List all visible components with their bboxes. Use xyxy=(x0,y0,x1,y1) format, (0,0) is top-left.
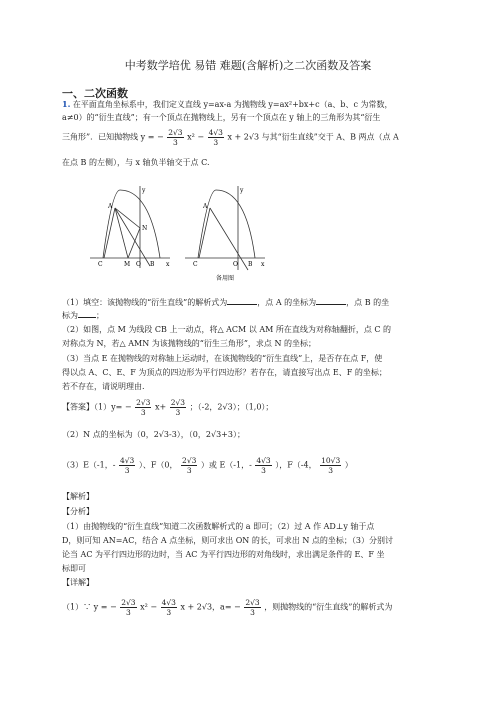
denominator: 3 xyxy=(175,408,181,417)
sub1-c: ，点 B 的坐 xyxy=(346,298,390,307)
fraction xyxy=(167,128,183,147)
label-c: C xyxy=(193,261,198,268)
numerator: 2√3 xyxy=(182,456,197,465)
question-number: 1. xyxy=(62,99,71,109)
numerator: 4√3 xyxy=(256,456,271,465)
label-y: y xyxy=(240,187,244,194)
segment-an xyxy=(115,208,140,228)
answer-line1 xyxy=(62,398,273,417)
derived-line xyxy=(210,208,248,270)
q1-line3 xyxy=(62,128,399,147)
numerator: 4√3 xyxy=(119,456,135,465)
fenxi-line2: D，则可知 AN=AC，结合 A 点坐标，则可求出 ON 的长，可求出 N 点的坐标；（3）分别讨 xyxy=(62,536,394,545)
sub2-line1: （2）如图，点 M 为线段 CB 上一动点，将△ ACM 以 AM 所在直线为对称轴翻折，点 C 的 xyxy=(62,325,392,334)
answer-a3-e: ） xyxy=(344,460,353,470)
fenxi-label: 【分析】 xyxy=(62,507,94,516)
numerator: 2√3 xyxy=(168,128,183,137)
segment-ac xyxy=(199,208,210,258)
sub1-line1 xyxy=(62,296,389,308)
label-x: x xyxy=(261,261,265,268)
detail-line1 xyxy=(62,598,392,617)
sub3-line2: 得以点 A、C、E、F 为顶点的四边形为平行四边形？若存在，请直接写出点 E、F 的坐标； xyxy=(62,368,387,377)
detail-1-d: ，则抛物线的“衍生直线”的解析式为 xyxy=(264,602,393,612)
fraction xyxy=(255,456,271,475)
analysis-label: 【解析】 xyxy=(62,492,94,501)
figure-caption: 备用图 xyxy=(216,275,235,282)
numerator: 4√3 xyxy=(161,598,176,607)
fraction xyxy=(135,398,151,417)
detail-label: 【详解】 xyxy=(62,578,94,587)
fraction xyxy=(244,598,260,617)
fraction xyxy=(119,456,135,475)
label-c: C xyxy=(98,261,103,268)
sub1-e: ； xyxy=(96,311,104,320)
answer-a3-b: ）、F（0， xyxy=(138,460,178,470)
q1-line4: 在点 B 的左侧），与 x 轴负半轴交于点 C. xyxy=(62,158,210,167)
sub2-line2: 对称点为 N，若△ AMN 为该抛物线的“衍生三角形”，求点 N 的坐标； xyxy=(62,339,317,348)
sub3-line3: 若不存在，请说明理由. xyxy=(62,382,145,391)
q1-line3-c: x + 2√3 与其“衍生直线”交于 A、B 两点（点 A xyxy=(227,132,399,142)
label-o: O xyxy=(233,261,238,268)
fraction xyxy=(170,398,186,417)
denominator: 3 xyxy=(172,138,178,147)
section-heading: 一、二次函数 xyxy=(62,87,128,100)
q1-line3-b: x² − xyxy=(187,132,205,142)
answer-a3-c: ）或 E（-1，- xyxy=(200,460,252,470)
fraction xyxy=(181,456,197,475)
numerator: 2√3 xyxy=(121,598,136,607)
denominator: 3 xyxy=(166,608,172,617)
figure-main xyxy=(90,186,170,268)
fraction xyxy=(120,598,136,617)
denominator: 3 xyxy=(328,466,334,475)
detail-1-c: x + 2√3，a= − xyxy=(180,602,241,612)
answer-blank[interactable] xyxy=(227,296,257,305)
fraction xyxy=(161,598,177,617)
numerator: 2√3 xyxy=(136,398,151,407)
q1-line1 xyxy=(62,99,393,110)
numerator: 2√3 xyxy=(245,598,260,607)
label-m: M xyxy=(124,261,131,268)
fraction xyxy=(208,128,224,147)
answer-label: 【答案】 xyxy=(62,402,94,412)
label-x: x xyxy=(166,261,170,268)
label-y: y xyxy=(142,187,146,194)
sub1-line2 xyxy=(62,309,104,321)
q1-line1-text: 在平面直角坐标系中，我们定义直线 y=ax-a 为抛物线 y=ax²+bx+c（a、b、c 为常数， xyxy=(72,100,393,109)
denominator: 3 xyxy=(250,608,255,617)
denominator: 3 xyxy=(124,466,130,475)
numerator: 10√3 xyxy=(321,456,341,465)
label-n: N xyxy=(142,225,148,232)
answer-a1-a: （1）y= − xyxy=(94,402,132,412)
fenxi-line3: 论当 AC 为平行四边形的边时，当 AC 为平行四边形的对角线时，求出满足条件的 E、F 坐 xyxy=(62,550,385,559)
segment-am xyxy=(115,208,128,258)
denominator: 3 xyxy=(261,466,266,475)
numerator: 4√3 xyxy=(208,128,223,137)
answer-blank[interactable] xyxy=(316,296,346,305)
label-a: A xyxy=(108,203,113,210)
answer-line2: （2）N 点的坐标为（0，2√3-3），（0，2√3+3）； xyxy=(62,430,245,439)
denominator: 3 xyxy=(186,466,192,475)
figure-spare xyxy=(185,186,265,282)
fenxi-line4: 标即可 xyxy=(62,564,86,573)
sub1-d: 标为 xyxy=(62,311,78,320)
sub3-line1: （3）当点 E 在抛物线的对称轴上运动时，在该抛物线的“衍生直线”上，是否存在点 F，使 xyxy=(62,354,383,363)
label-o: O xyxy=(136,261,141,268)
answer-line3 xyxy=(62,456,353,475)
q1-line2: a≠0）的“衍生直线”；有一个顶点在抛物线上，另有一个顶点在 y 轴上的三角形为其“衍生 xyxy=(62,113,381,122)
answer-a3-a: （3）E（-1，- xyxy=(62,460,116,470)
fraction xyxy=(320,456,341,475)
detail-1-b: x² − xyxy=(140,602,158,612)
label-a: A xyxy=(203,203,208,210)
detail-1-a: （1）∵ y = − xyxy=(62,602,117,612)
denominator: 3 xyxy=(140,408,146,417)
fenxi-line1: （1）由抛物线的“衍生直线”知道二次函数解析式的 a 即可；（2）过 A 作 AD⊥y 轴于点 xyxy=(62,522,375,531)
numerator: 2√3 xyxy=(170,398,186,407)
derived-line xyxy=(115,208,150,266)
label-b: B xyxy=(248,261,253,268)
page-title: 中考数学培优 易错 难题(含解析)之二次函数及答案 xyxy=(124,59,372,72)
label-b: B xyxy=(150,261,155,268)
denominator: 3 xyxy=(125,608,131,617)
sub1-a: （1）填空：该抛物线的“衍生直线”的解析式为 xyxy=(62,298,228,307)
q1-line3-a: 三角形”．已知抛物线 y = − xyxy=(62,132,164,142)
answer-a1-c: ；（-2，2√3）；（1,0）； xyxy=(189,402,274,412)
answer-blank[interactable] xyxy=(78,309,96,318)
answer-a3-d: ），F（-4， xyxy=(275,460,317,470)
sub1-b: ，点 A 的坐标为 xyxy=(257,298,317,307)
answer-a1-b: x+ xyxy=(154,402,167,412)
denominator: 3 xyxy=(213,138,219,147)
